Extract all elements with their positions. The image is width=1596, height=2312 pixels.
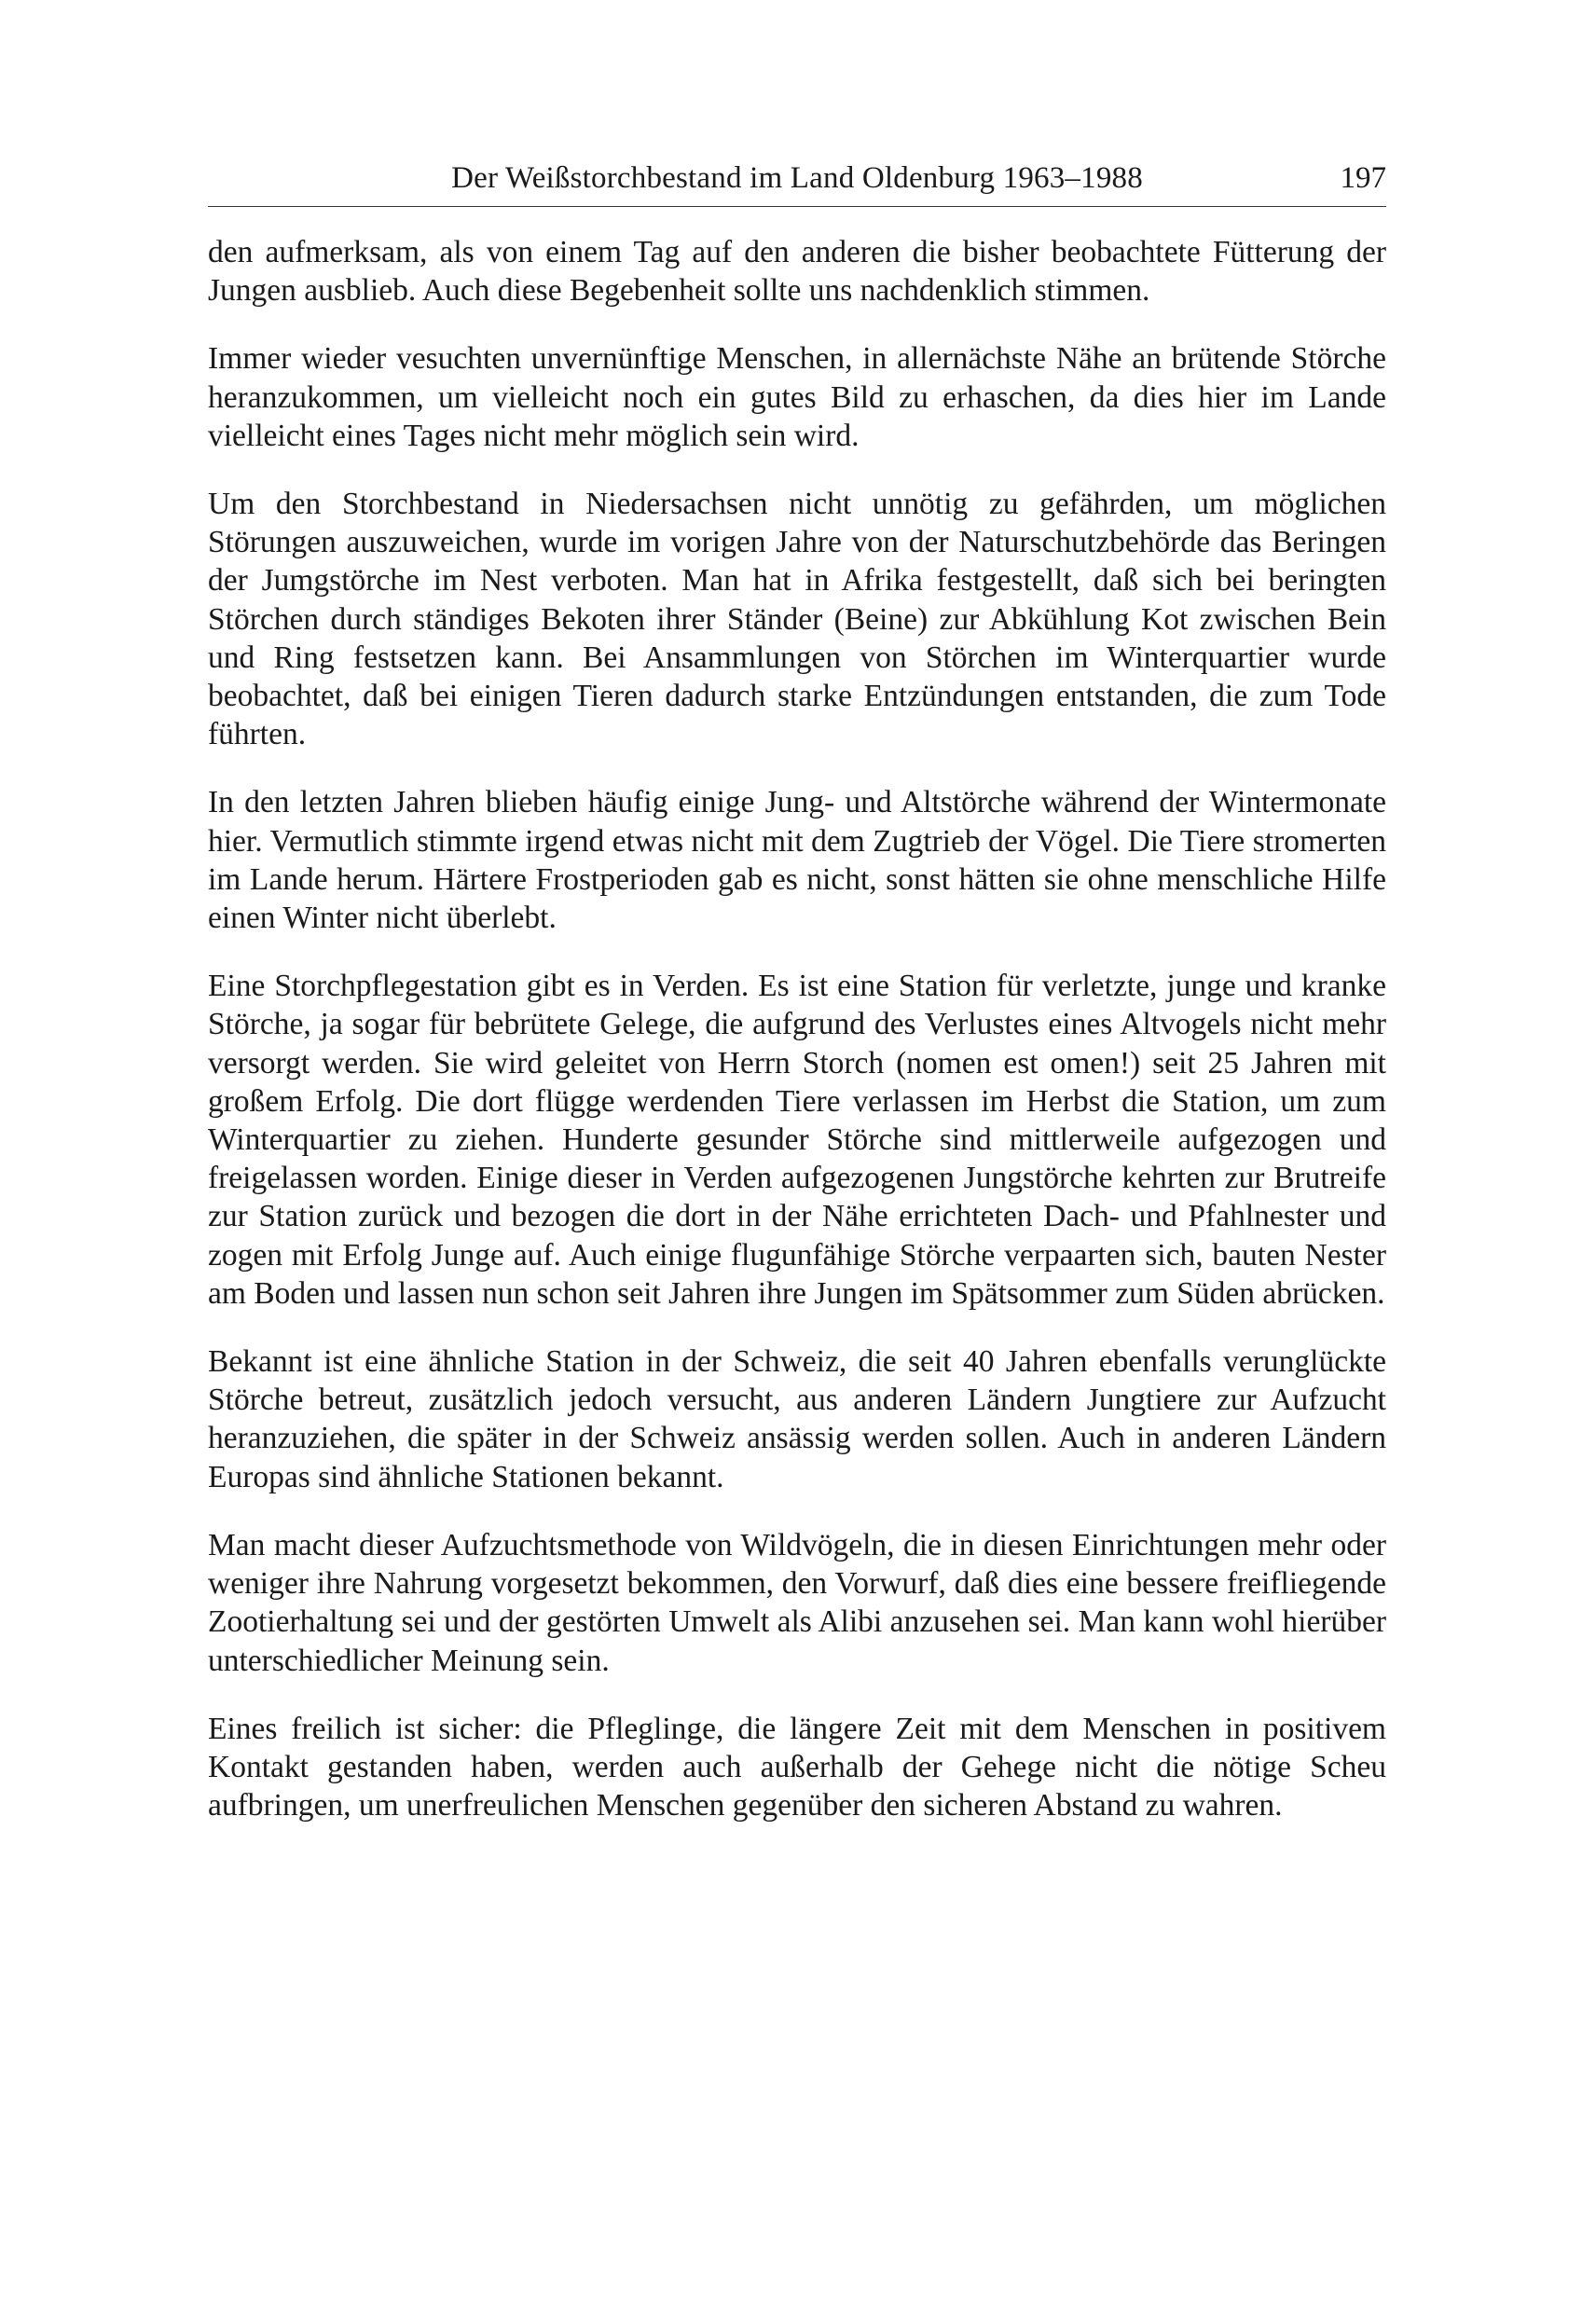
paragraph-3: Um den Storchbestand in Niedersachsen nicht unnötig zu gefährden, um möglichen Störungen auszuweichen, wurde im vorigen Jahre von der Naturschutzbehörde das Beringen der Jumgstörche im Nest verboten. Man hat in Afrika festgestellt, daß sich bei beringten Störchen durch ständiges Bekoten ihrer Ständer (Beine) zur Abkühlung Kot zwischen Bein und Ring festsetzen kann. Bei Ansammlungen von Störchen im Winterquartier wurde beobachtet, daß bei einigen Tieren dadurch starke Entzündungen entstanden, die zum Tode führten.: [208, 487, 1386, 752]
body-text: [208, 233, 1386, 1824]
running-title: Der Weißstorchbestand im Land Oldenburg 1963–1988: [451, 161, 1143, 195]
running-header: [208, 154, 1386, 207]
paragraph-8: Eines freilich ist sicher: die Pfleglinge, die längere Zeit mit dem Menschen in positivem Kontakt gestanden haben, werden auch außerhalb der Gehege nicht die nötige Scheu aufbringen, um unerfreulichen Menschen gegenüber den sicheren Abstand zu wahren.: [208, 1711, 1386, 1823]
page-number: 197: [1340, 161, 1386, 195]
document-page: [208, 154, 1386, 1854]
paragraph-6: Bekannt ist eine ähnliche Station in der Schweiz, die seit 40 Jahren ebenfalls verunglückte Störche betreut, zusätzlich jedoch versucht, aus anderen Ländern Jungtiere zur Aufzucht heranzuziehen, die später in der Schweiz ansässig werden sollen. Auch in anderen Ländern Europas sind ähnliche Stationen bekannt.: [208, 1344, 1386, 1494]
paragraph-7: Man macht dieser Aufzuchtsmethode von Wildvögeln, die in diesen Einrichtungen mehr oder weniger ihre Nahrung vorgesetzt bekommen, den Vorwurf, daß dies eine bessere freifliegende Zootierhaltung sei und der gestörten Umwelt als Alibi anzusehen sei. Man kann wohl hierüber unterschiedlicher Meinung sein.: [208, 1527, 1386, 1678]
paragraph-1: den aufmerksam, als von einem Tag auf den anderen die bisher beobachtete Fütterung der Jungen ausblieb. Auch diese Begebenheit sollte uns nachdenklich stimmen.: [208, 235, 1386, 309]
paragraph-5: Eine Storchpflegestation gibt es in Verden. Es ist eine Station für verletzte, junge und kranke Störche, ja sogar für bebrütete Gelege, die aufgrund des Verlustes eines Altvogels nicht mehr versorgt werden. Sie wird geleitet von Herrn Storch (nomen est omen!) seit 25 Jahren mit großem Erfolg. Die dort flügge werdenden Tiere verlassen im Herbst die Station, um zum Winterquartier zu ziehen. Hunderte gesunder Störche sind mittlerweile aufgezogen und freigelassen worden. Einige dieser in Verden aufgezogenen Jungstörche kehrten zur Brutreife zur Station zurück und bezogen die dort in der Nähe errichteten Dach- und Pfahlnester und zogen mit Erfolg Junge auf. Auch einige flugunfähige Störche verpaarten sich, bauten Nester am Boden und lassen nun schon seit Jahren ihre Jungen im Spätsommer zum Süden abrücken.: [208, 969, 1386, 1311]
paragraph-2: Immer wieder vesuchten unvernünftige Menschen, in allernächste Nähe an brütende Störche heranzukommen, um vielleicht noch ein gutes Bild zu erhaschen, da dies hier im Lande vielleicht eines Tages nicht mehr möglich sein wird.: [208, 341, 1386, 453]
paragraph-4: In den letzten Jahren blieben häufig einige Jung- und Altstörche während der Wintermonate hier. Vermutlich stimmte irgend etwas nicht mit dem Zugtrieb der Vögel. Die Tiere stromerten im Lande herum. Härtere Frostperioden gab es nicht, sonst hätten sie ohne menschliche Hilfe einen Winter nicht überlebt.: [208, 785, 1386, 936]
